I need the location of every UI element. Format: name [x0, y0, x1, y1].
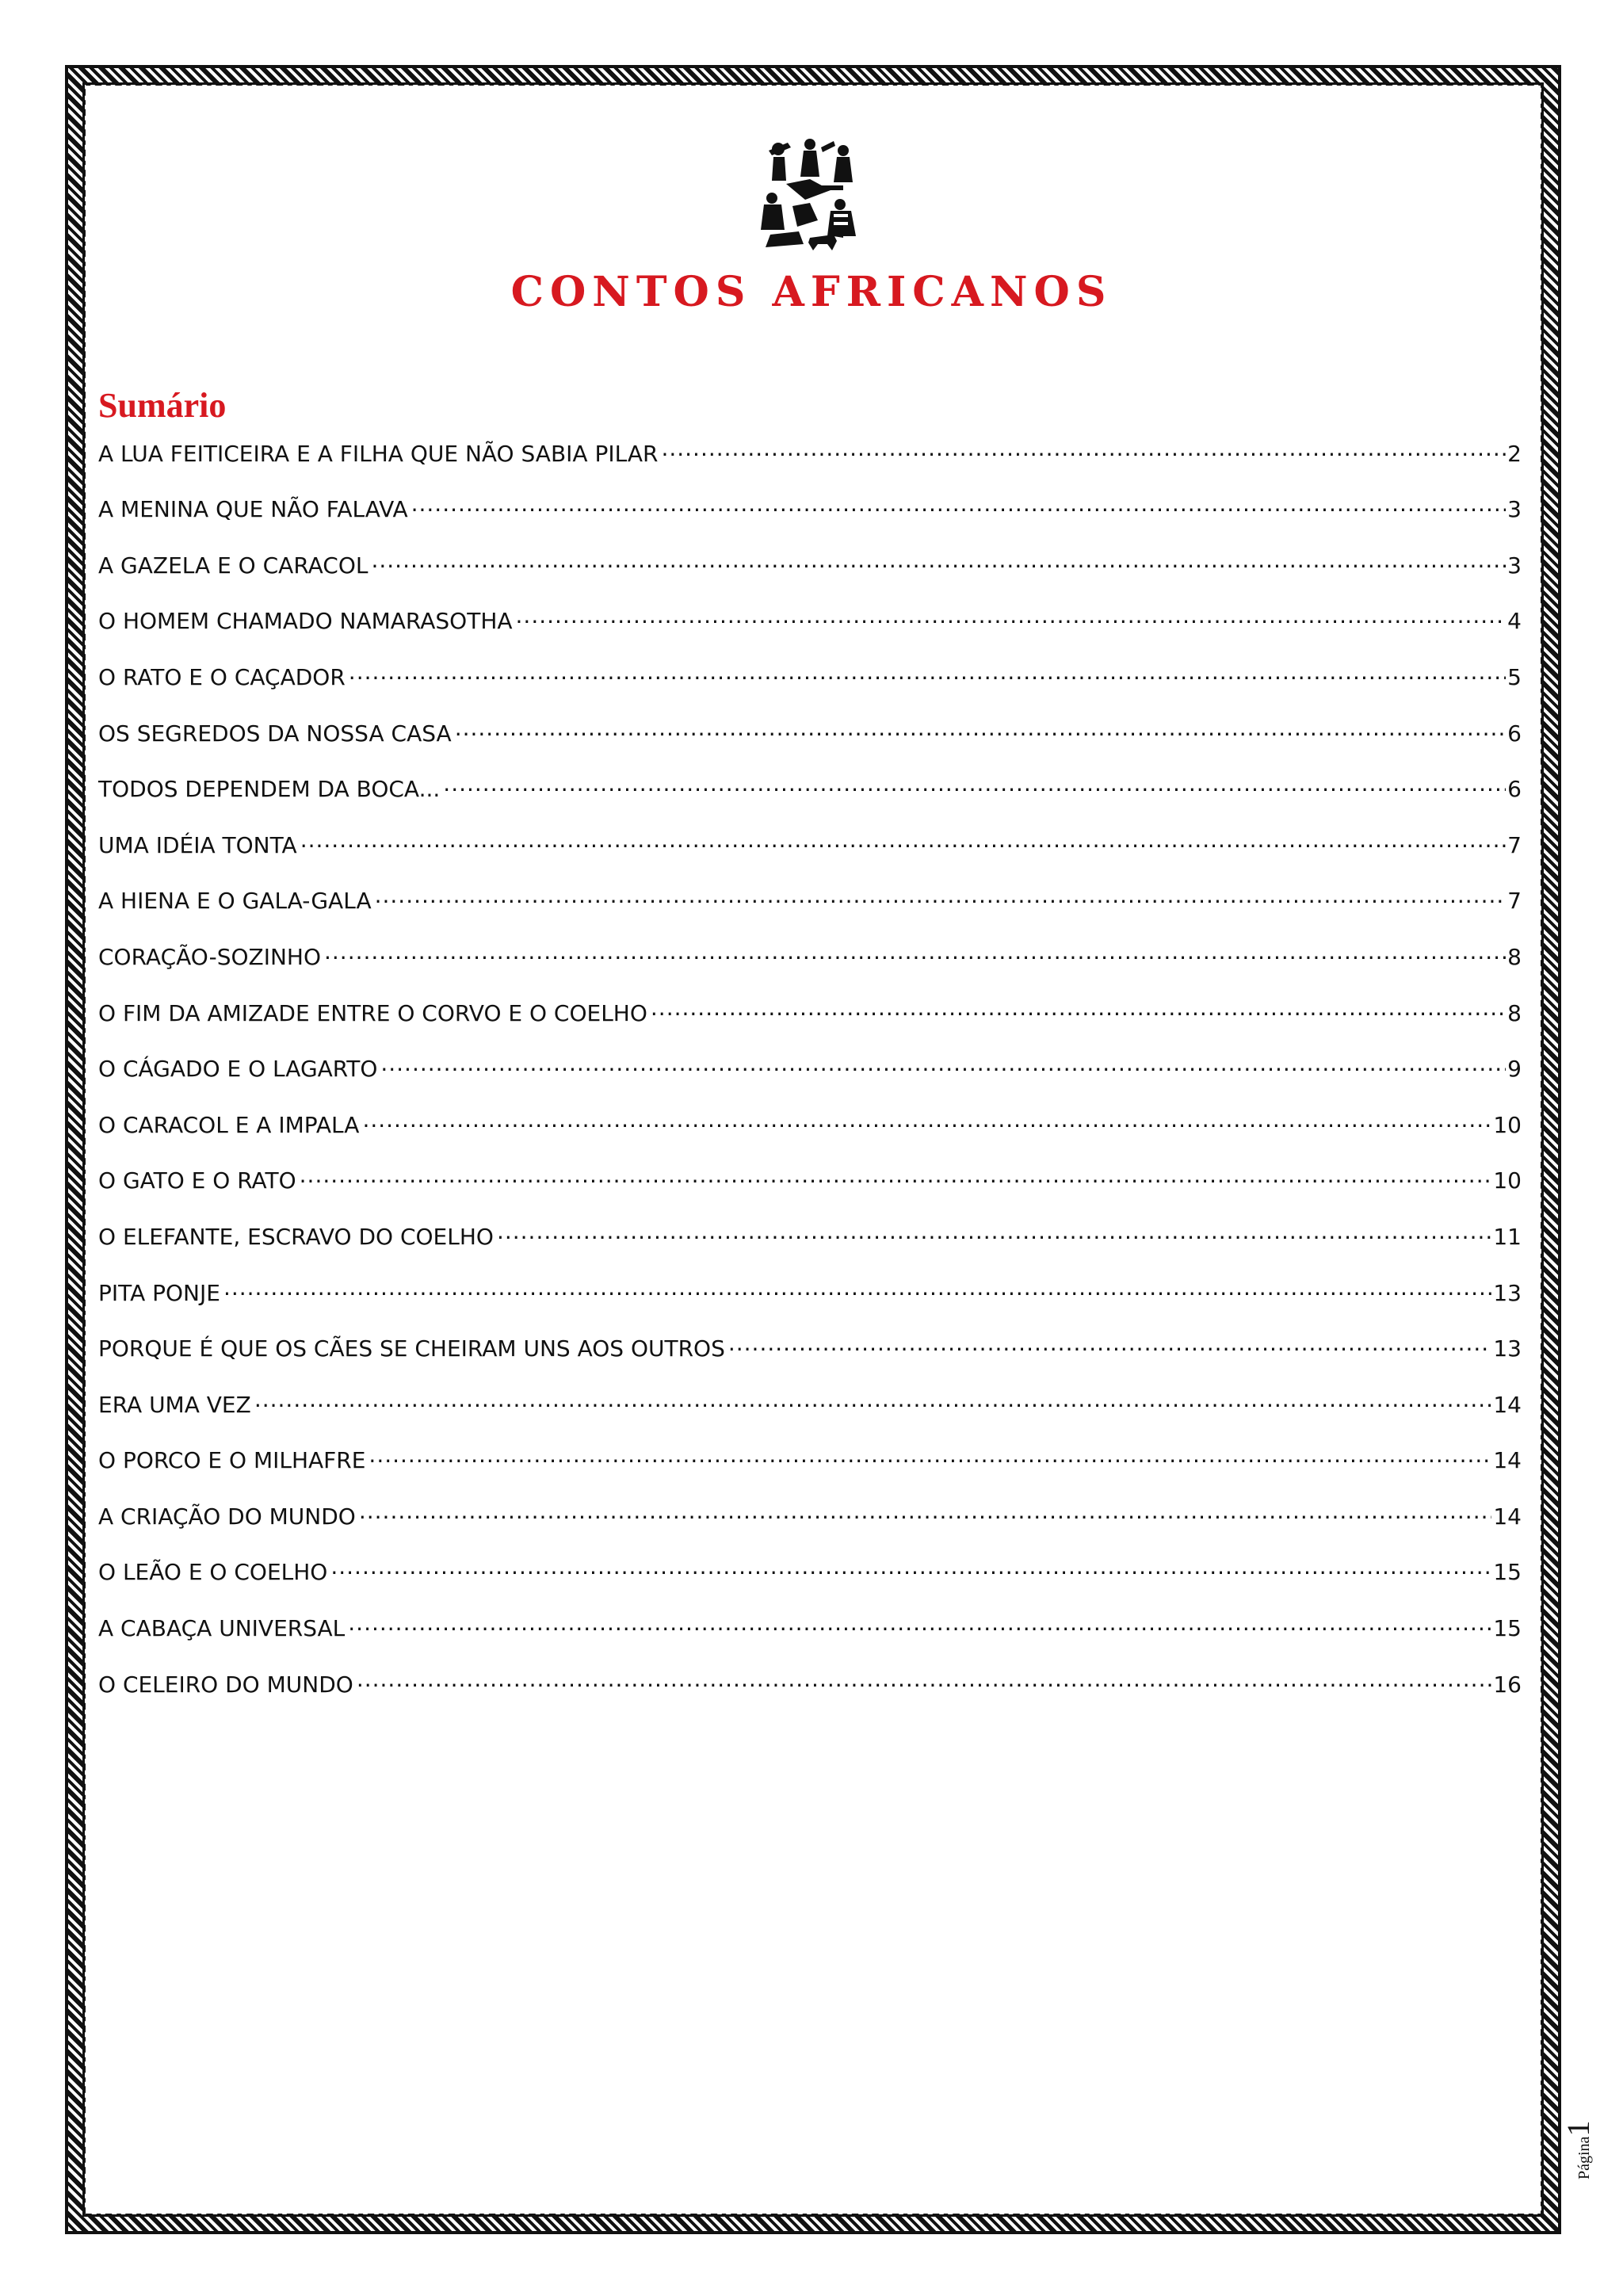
toc-entry-page: 3 — [1507, 552, 1522, 579]
toc-entry-page: 10 — [1493, 1167, 1522, 1194]
toc-entry-title: OS SEGREDOS DA NOSSA CASA — [98, 720, 452, 747]
toc-entry-page: 6 — [1507, 720, 1522, 747]
toc-entry-title: O RATO E O CAÇADOR — [98, 663, 346, 690]
toc-entry[interactable] — [98, 658, 1522, 714]
dot-leader — [371, 546, 1506, 573]
toc-entry[interactable] — [98, 434, 1522, 491]
dot-leader — [516, 602, 1507, 629]
toc-entry-page: 9 — [1507, 1056, 1522, 1083]
dot-leader — [300, 826, 1506, 853]
toc-entry-title: A CRIAÇÃO DO MUNDO — [98, 1503, 356, 1530]
toc-entry[interactable] — [98, 1609, 1522, 1665]
toc-entry[interactable] — [98, 1385, 1522, 1442]
toc-entry-page: 15 — [1493, 1615, 1522, 1642]
dot-leader — [349, 658, 1506, 685]
toc-entry[interactable] — [98, 491, 1522, 547]
toc-entry[interactable] — [98, 1442, 1522, 1498]
document-title: CONTOS AFRICANOS — [510, 268, 1113, 316]
toc-entry-page: 16 — [1493, 1671, 1522, 1698]
toc-entry-page: 6 — [1507, 776, 1522, 803]
page-label: Página — [1575, 2136, 1593, 2179]
toc-entry[interactable] — [98, 1497, 1522, 1553]
dot-leader — [223, 1274, 1491, 1301]
toc-entry-page: 7 — [1507, 888, 1522, 915]
toc-entry-page: 13 — [1493, 1279, 1522, 1306]
dot-leader — [359, 1497, 1492, 1524]
toc-entry-page: 4 — [1507, 608, 1522, 635]
toc-entry[interactable] — [98, 770, 1522, 827]
dot-leader — [357, 1665, 1492, 1692]
toc-entry[interactable] — [98, 1665, 1522, 1721]
dot-leader — [380, 1050, 1506, 1077]
toc-entry-page: 2 — [1507, 440, 1522, 467]
toc-entry-title: O FIM DA AMIZADE ENTRE O CORVO E O COELHO — [98, 999, 647, 1026]
dot-leader — [411, 491, 1507, 518]
toc-entry-title: CORAÇÃO-SOZINHO — [98, 943, 321, 970]
toc-entry-page: 7 — [1507, 831, 1522, 858]
toc-entry-title: O CARACOL E A IMPALA — [98, 1111, 360, 1138]
toc-entry[interactable] — [98, 1274, 1522, 1330]
toc-entry-page: 8 — [1507, 999, 1522, 1026]
page-number: 1 — [1560, 2120, 1596, 2137]
toc-entry[interactable] — [98, 882, 1522, 938]
toc-entry-title: PORQUE É QUE OS CÃES SE CHEIRAM UNS AOS OUTROS — [98, 1335, 725, 1362]
dot-leader — [455, 714, 1506, 741]
toc-entry[interactable] — [98, 714, 1522, 770]
toc-entry-title: ERA UMA VEZ — [98, 1391, 251, 1418]
toc-entry[interactable] — [98, 546, 1522, 602]
dot-leader — [254, 1385, 1492, 1412]
toc-entry[interactable] — [98, 1162, 1522, 1218]
toc-entry-page: 14 — [1493, 1447, 1522, 1474]
toc-entry-page: 5 — [1507, 663, 1522, 690]
dot-leader — [362, 1106, 1491, 1133]
toc-entry-title: PITA PONJE — [98, 1279, 220, 1306]
dot-leader — [330, 1553, 1491, 1580]
dot-leader — [443, 770, 1506, 797]
dot-leader — [375, 882, 1507, 909]
toc-entry-page: 3 — [1507, 496, 1522, 523]
toc-entry[interactable] — [98, 994, 1522, 1050]
toc-entry[interactable] — [98, 1553, 1522, 1610]
toc-entry-title: O ELEFANTE, ESCRAVO DO COELHO — [98, 1223, 494, 1250]
dot-leader — [300, 1162, 1492, 1189]
toc-entry-page: 11 — [1493, 1223, 1522, 1250]
dot-leader — [369, 1442, 1491, 1469]
toc-entry-title: O CELEIRO DO MUNDO — [98, 1671, 353, 1698]
toc-entry-title: TODOS DEPENDEM DA BOCA... — [98, 776, 441, 803]
toc-entry[interactable] — [98, 1106, 1522, 1162]
toc-entry-title: O LEÃO E O COELHO — [98, 1559, 328, 1586]
toc-entry-page: 15 — [1493, 1559, 1522, 1586]
toc-entry[interactable] — [98, 1217, 1522, 1274]
toc-entry[interactable] — [98, 1050, 1522, 1106]
toc-entry-title: A GAZELA E O CARACOL — [98, 552, 369, 579]
toc-entry-title: O GATO E O RATO — [98, 1167, 296, 1194]
dot-leader — [651, 994, 1506, 1021]
toc-entry-page: 8 — [1507, 943, 1522, 970]
toc-entry-page: 10 — [1493, 1111, 1522, 1138]
page-number-footer — [1560, 2116, 1607, 2179]
toc-entry-page: 13 — [1493, 1335, 1522, 1362]
toc-entry-title: O HOMEM CHAMADO NAMARASOTHA — [98, 608, 513, 635]
toc-entry-page: 14 — [1493, 1391, 1522, 1418]
toc-entry-title: O CÁGADO E O LAGARTO — [98, 1056, 378, 1083]
toc-entry[interactable] — [98, 602, 1522, 659]
dot-leader — [661, 434, 1506, 461]
dot-leader — [728, 1330, 1492, 1357]
toc-entry-title: A HIENA E O GALA-GALA — [98, 888, 372, 915]
table-of-contents — [98, 434, 1522, 1721]
toc-entry[interactable] — [98, 938, 1522, 994]
toc-entry-title: A MENINA QUE NÃO FALAVA — [98, 496, 408, 523]
toc-entry-title: O PORCO E O MILHAFRE — [98, 1447, 366, 1474]
dot-leader — [324, 938, 1506, 965]
toc-entry-title: UMA IDÉIA TONTA — [98, 831, 297, 858]
toc-entry-page: 14 — [1493, 1503, 1522, 1530]
african-figures-illustration-icon — [754, 133, 865, 252]
toc-heading: Sumário — [98, 386, 227, 425]
toc-entry-title: A LUA FEITICEIRA E A FILHA QUE NÃO SABIA PILAR — [98, 440, 659, 467]
toc-entry-title: A CABAÇA UNIVERSAL — [98, 1615, 346, 1642]
toc-entry[interactable] — [98, 1330, 1522, 1386]
toc-entry[interactable] — [98, 826, 1522, 882]
dot-leader — [497, 1217, 1491, 1244]
dot-leader — [348, 1609, 1491, 1636]
